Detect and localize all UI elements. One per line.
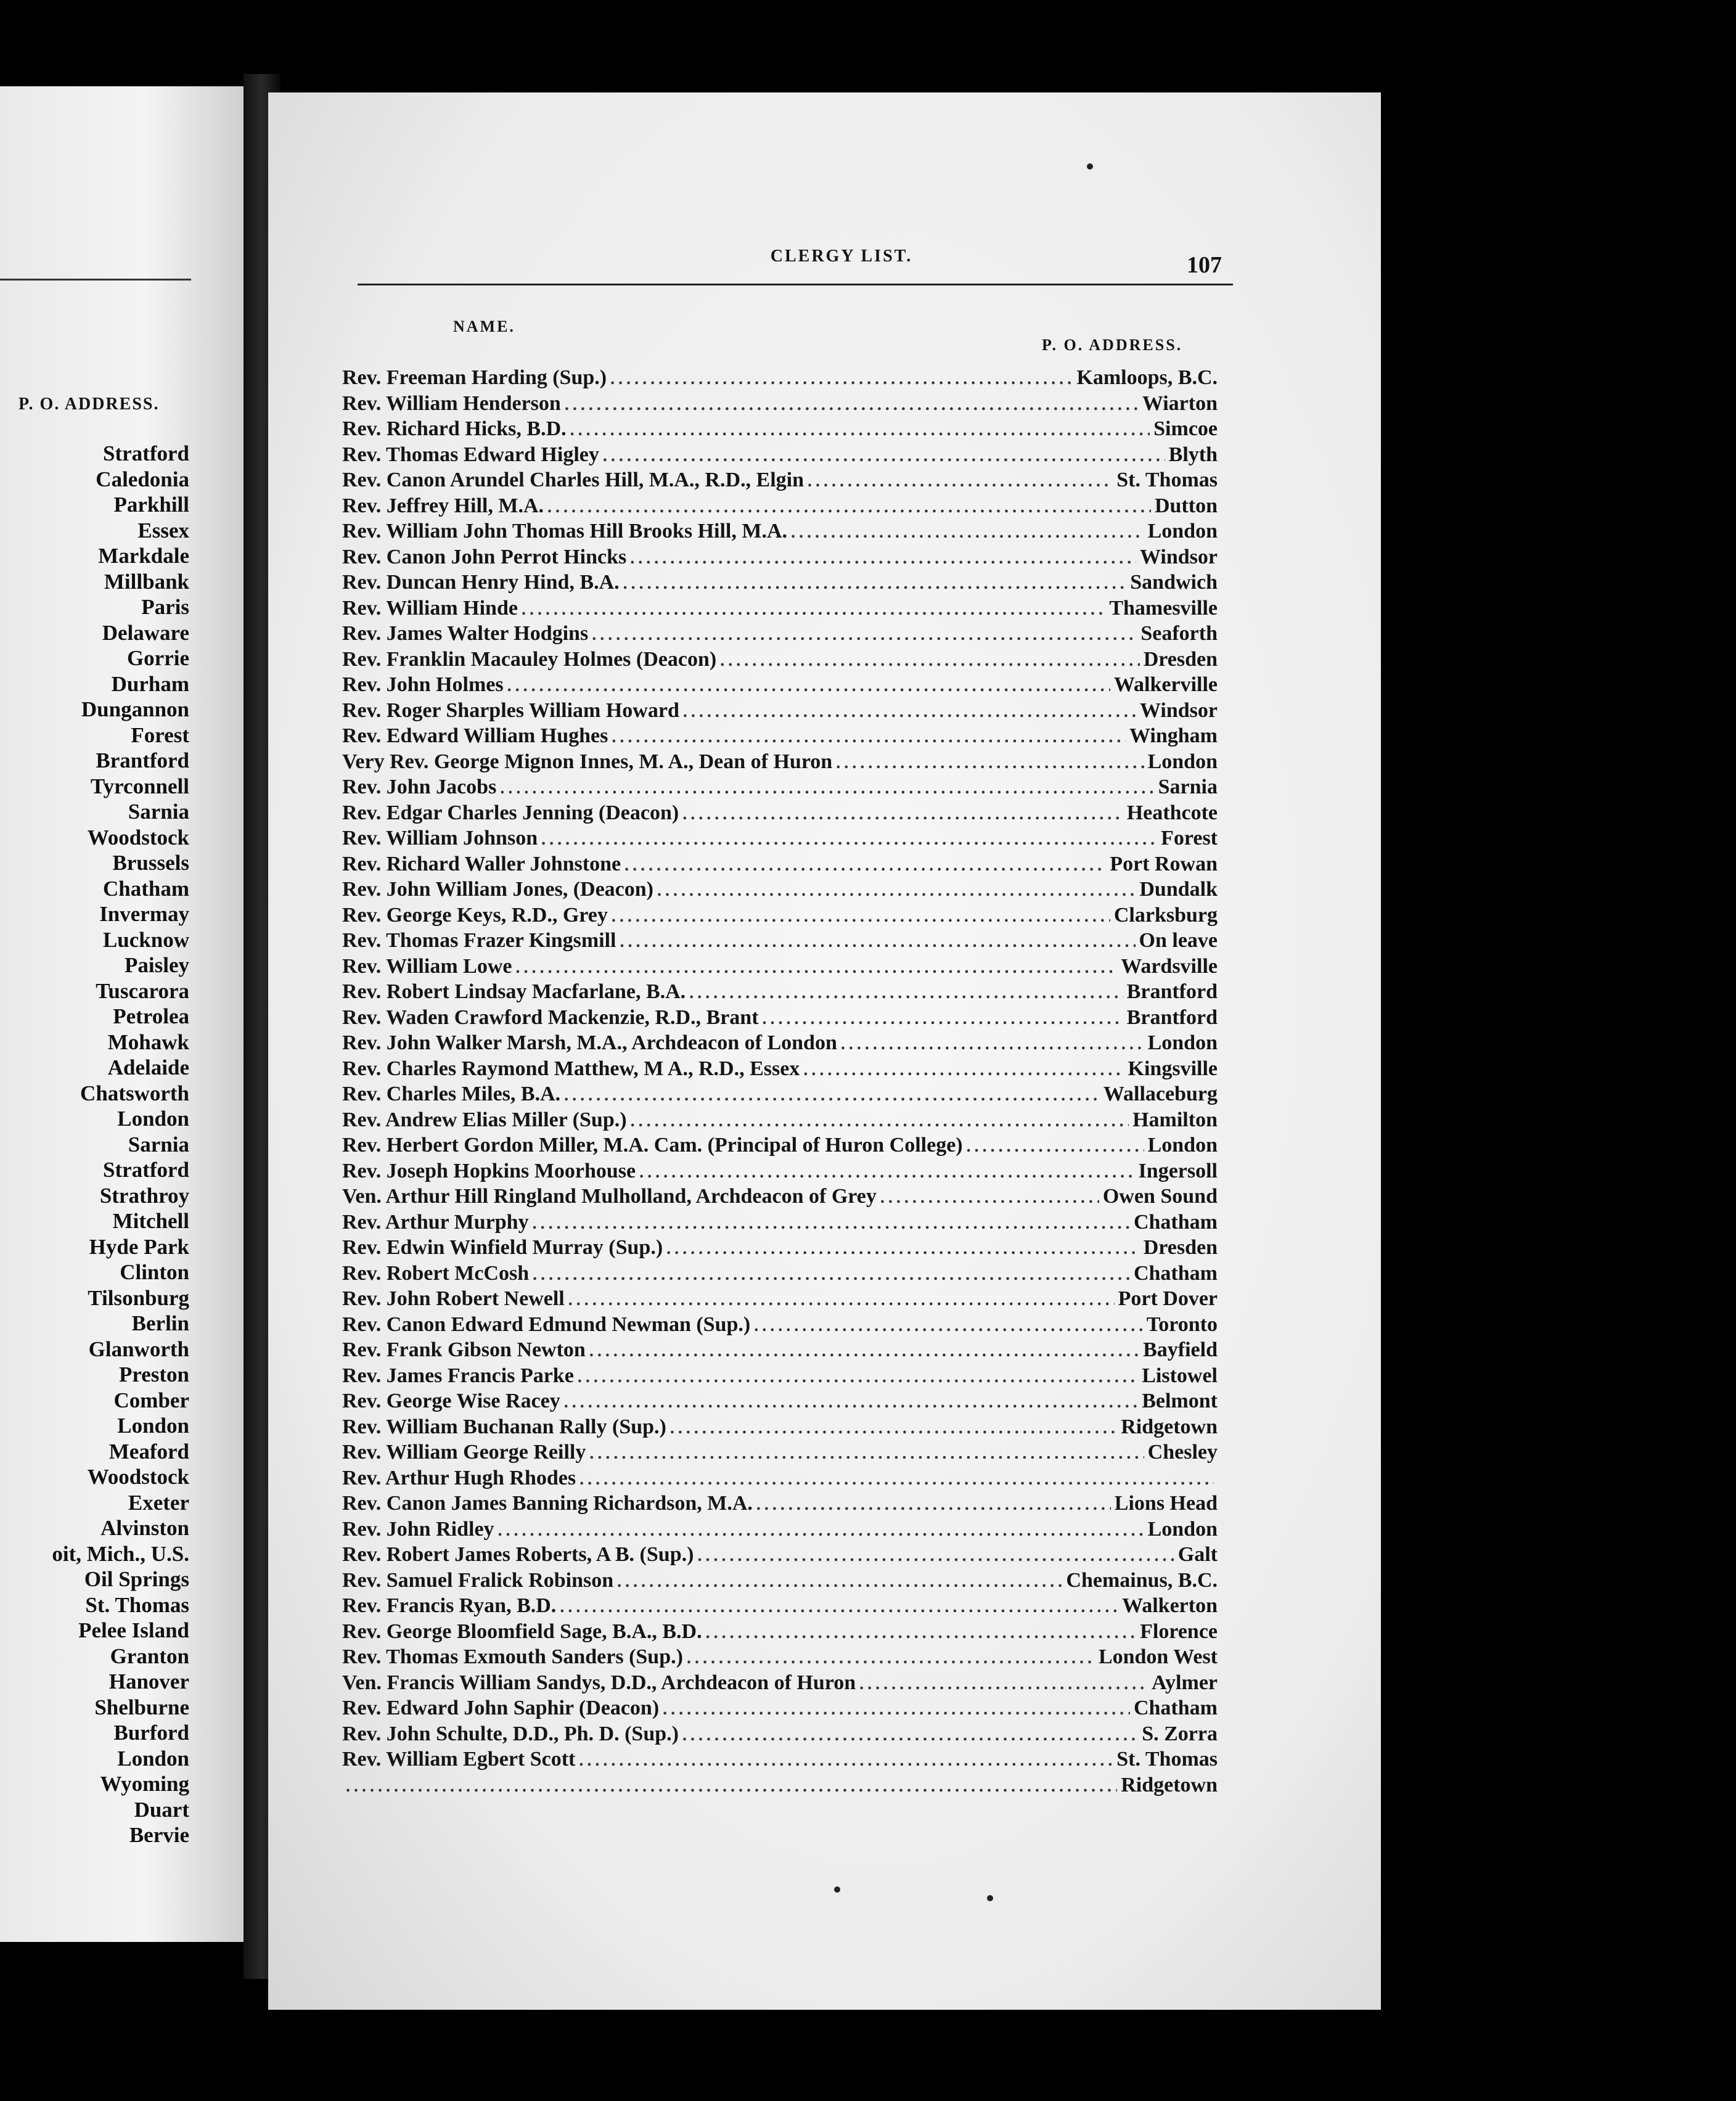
clergy-name: Rev. Duncan Henry Hind, B.A.	[342, 571, 620, 594]
dot-leader	[623, 574, 1127, 594]
clergy-address: Simcoe	[1153, 417, 1218, 440]
clergy-address: Wardsville	[1121, 954, 1218, 978]
clergy-name: Rev. John Ridley	[342, 1517, 494, 1541]
clergy-entry	[342, 1722, 1218, 1748]
clergy-name: Rev. William Henderson	[342, 391, 561, 415]
clergy-entry	[342, 1262, 1218, 1288]
dot-leader	[808, 472, 1113, 491]
print-speck	[834, 1886, 840, 1893]
left-address-item: Delaware	[102, 620, 189, 645]
clergy-address: Chatham	[1133, 1697, 1218, 1719]
left-address-item: Markdale	[98, 544, 189, 568]
dot-leader	[967, 1137, 1144, 1157]
clergy-entry	[342, 1031, 1218, 1057]
dot-leader	[564, 1393, 1138, 1412]
clergy-entry	[342, 1748, 1218, 1774]
left-address-item: Hyde Park	[89, 1234, 189, 1259]
dot-leader	[657, 881, 1136, 901]
clergy-entry	[342, 1185, 1218, 1211]
left-address-item: Sarnia	[128, 1132, 189, 1157]
left-address-item: Brantford	[96, 748, 189, 772]
left-page	[0, 86, 244, 1942]
clergy-name: Rev. William Egbert Scott	[342, 1748, 576, 1771]
clergy-address: Chatham	[1133, 1210, 1218, 1234]
clergy-address: London	[1147, 1031, 1218, 1054]
clergy-address: Port Dover	[1118, 1287, 1218, 1310]
clergy-address: Sandwich	[1130, 571, 1218, 594]
clergy-entry	[342, 980, 1218, 1006]
dot-leader	[522, 600, 1105, 620]
clergy-address: Galt	[1177, 1543, 1218, 1566]
dot-leader	[612, 727, 1126, 747]
clergy-address: Port Rowan	[1110, 852, 1218, 875]
clergy-name: Rev. Canon John Perrot Hincks	[342, 545, 627, 568]
left-address-item: Mohawk	[107, 1030, 189, 1054]
clergy-name: Rev. Charles Raymond Matthew, M A., R.D., Essex	[342, 1057, 800, 1080]
clergy-address: Blyth	[1168, 443, 1218, 466]
clergy-name: Rev. George Keys, R.D., Grey	[342, 903, 608, 927]
clergy-address: Forest	[1161, 827, 1218, 850]
clergy-name: Rev. Jeffrey Hill, M.A.	[342, 494, 544, 517]
clergy-name: Rev. Edgar Charles Jenning (Deacon)	[342, 801, 679, 824]
dot-leader	[570, 420, 1150, 440]
left-address-list	[0, 441, 189, 1848]
clergy-address: Walkerton	[1122, 1594, 1218, 1617]
left-address-item: Adelaide	[107, 1055, 189, 1079]
clergy-name: Rev. Herbert Gordon Miller, M.A. Cam. (Principal of Huron College)	[342, 1134, 963, 1157]
clergy-entry	[342, 494, 1218, 520]
clergy-address: Windsor	[1140, 545, 1218, 568]
clergy-address: London	[1147, 750, 1218, 773]
clergy-entry	[342, 1697, 1218, 1722]
clergy-entry	[342, 776, 1218, 801]
dot-leader	[603, 446, 1165, 466]
clergy-entry	[342, 1160, 1218, 1186]
clergy-name: Rev. Arthur Murphy	[342, 1210, 529, 1234]
clergy-entry	[342, 801, 1218, 827]
left-address-item: Tyrconnell	[90, 774, 189, 798]
clergy-list	[342, 366, 1218, 1799]
clergy-name: Rev. John William Jones, (Deacon)	[342, 878, 653, 901]
dot-leader	[578, 1367, 1138, 1387]
clergy-entry	[342, 1211, 1218, 1237]
clergy-entry	[342, 929, 1218, 955]
dot-leader	[533, 1265, 1130, 1285]
left-header-rule	[0, 279, 191, 281]
clergy-entry	[342, 469, 1218, 494]
clergy-address: London	[1147, 1134, 1218, 1157]
clergy-entry	[342, 1236, 1218, 1262]
clergy-name: Rev. Canon Arundel Charles Hill, M.A., R.D., Elgin	[342, 469, 805, 491]
left-address-item: Wyoming	[100, 1772, 189, 1796]
print-speck	[987, 1895, 993, 1901]
clergy-entry	[342, 853, 1218, 878]
left-address-item: Millbank	[104, 569, 189, 594]
dot-leader	[720, 651, 1140, 671]
left-address-item: Sarnia	[128, 800, 189, 824]
clergy-entry	[342, 597, 1218, 623]
clergy-entry	[342, 1645, 1218, 1671]
left-address-item: Stratford	[103, 441, 189, 465]
left-address-item: Burford	[113, 1721, 189, 1745]
dot-leader	[689, 983, 1123, 1003]
left-address-item: Bervie	[129, 1823, 189, 1847]
left-address-item: Meaford	[108, 1439, 189, 1464]
clergy-address: Ingersoll	[1138, 1159, 1218, 1182]
left-address-item: Glanworth	[88, 1337, 189, 1361]
column-header-address: P. O. ADDRESS.	[1042, 336, 1183, 354]
clergy-address: Sarnia	[1158, 776, 1218, 798]
dot-leader	[880, 1188, 1099, 1208]
clergy-address: Wingham	[1129, 724, 1218, 747]
clergy-address: Kingsville	[1128, 1057, 1218, 1080]
left-address-item: Dungannon	[81, 697, 189, 721]
clergy-name: Rev. Robert James Roberts, A B. (Sup.)	[342, 1543, 694, 1566]
dot-leader	[670, 1419, 1117, 1438]
clergy-address: Ridgetown	[1121, 1415, 1218, 1438]
dot-leader	[533, 1214, 1130, 1234]
clergy-entry	[342, 571, 1218, 597]
clergy-entry	[342, 1083, 1218, 1108]
left-address-item: Invermay	[99, 902, 189, 926]
dot-leader	[841, 1034, 1144, 1054]
clergy-name: Rev. Arthur Hugh Rhodes	[342, 1466, 576, 1489]
page-title: CLERGY LIST.	[770, 247, 913, 266]
dot-leader	[697, 1546, 1174, 1566]
clergy-address: Clarksburg	[1113, 903, 1218, 927]
dot-leader	[666, 1239, 1140, 1259]
clergy-name: Rev. William George Reilly	[342, 1441, 586, 1464]
clergy-address: Dresden	[1143, 1236, 1218, 1259]
clergy-address: Chemainus, B.C.	[1066, 1568, 1218, 1592]
dot-leader	[631, 1112, 1129, 1131]
clergy-address: London West	[1098, 1645, 1218, 1668]
clergy-entry	[342, 1518, 1218, 1544]
left-address-item: Durham	[111, 671, 189, 696]
left-address-item: Petrolea	[113, 1004, 189, 1028]
dot-leader	[565, 395, 1139, 415]
dot-leader	[579, 1470, 1214, 1489]
clergy-address: Lions Head	[1114, 1492, 1218, 1515]
clergy-address: Dresden	[1143, 647, 1218, 671]
left-address-item: Comber	[113, 1388, 189, 1412]
clergy-address: Aylmer	[1152, 1671, 1218, 1694]
left-address-item: Essex	[137, 518, 189, 543]
dot-leader	[610, 369, 1073, 389]
clergy-name: Rev. Charles Miles, B.A.	[342, 1083, 561, 1105]
clergy-address: Dundalk	[1139, 878, 1218, 901]
dot-leader	[541, 830, 1157, 850]
left-address-item: Gorrie	[126, 646, 189, 670]
clergy-address: St. Thomas	[1116, 469, 1218, 491]
dot-leader	[682, 1726, 1138, 1745]
left-address-item: Tilsonburg	[88, 1285, 189, 1310]
clergy-name: Rev. Edwin Winfield Murray (Sup.)	[342, 1236, 663, 1259]
clergy-address: Hamilton	[1132, 1108, 1218, 1131]
left-address-item: Paris	[141, 595, 189, 619]
left-address-item: Berlin	[131, 1311, 189, 1335]
page-number: 107	[1187, 252, 1222, 278]
clergy-address: Wallaceburg	[1103, 1083, 1218, 1105]
clergy-name: Rev. Thomas Edward Higley	[342, 443, 599, 466]
left-address-item: Strathroy	[99, 1183, 189, 1208]
dot-leader	[706, 1623, 1137, 1643]
clergy-entry	[342, 648, 1218, 674]
clergy-entry	[342, 1057, 1218, 1083]
clergy-entry	[342, 366, 1218, 392]
clergy-name: Rev. Thomas Frazer Kingsmill	[342, 929, 616, 952]
clergy-entry	[342, 1364, 1218, 1390]
dot-leader	[346, 1777, 1117, 1796]
clergy-address: S. Zorra	[1142, 1722, 1218, 1745]
clergy-name: Rev. Francis Ryan, B.D.	[342, 1594, 557, 1617]
clergy-name: Rev. George Bloomfield Sage, B.A., B.D.	[342, 1620, 702, 1643]
dot-leader	[803, 1060, 1124, 1080]
dot-leader	[624, 856, 1106, 875]
clergy-address: London	[1147, 1517, 1218, 1541]
dot-leader	[754, 1316, 1143, 1336]
clergy-address: St. Thomas	[1116, 1748, 1218, 1771]
clergy-entry	[342, 827, 1218, 853]
left-address-item: Mitchell	[112, 1209, 189, 1233]
clergy-address: Brantford	[1126, 980, 1218, 1003]
left-address-item: Brussels	[112, 851, 189, 875]
left-address-item: London	[117, 1107, 189, 1131]
dot-leader	[683, 702, 1136, 722]
dot-leader	[500, 779, 1154, 798]
clergy-entry	[342, 1006, 1218, 1032]
left-address-item: Oil Springs	[84, 1567, 189, 1591]
dot-leader	[498, 1521, 1144, 1541]
left-address-item: Woodstock	[87, 825, 189, 850]
dot-leader	[630, 549, 1136, 568]
left-address-item: Parkhill	[113, 493, 189, 517]
left-address-item: London	[117, 1746, 189, 1771]
dot-leader	[507, 676, 1110, 696]
clergy-address: Listowel	[1142, 1364, 1218, 1387]
dot-leader	[859, 1674, 1148, 1694]
clergy-name: Rev. William Lowe	[342, 954, 512, 978]
clergy-entry	[342, 699, 1218, 725]
left-address-item: Stratford	[103, 1158, 189, 1182]
clergy-address: Thamesville	[1109, 596, 1218, 620]
left-address-item: Exeter	[128, 1490, 189, 1515]
left-address-header: P. O. ADDRESS.	[18, 395, 160, 414]
clergy-entry	[342, 1134, 1218, 1160]
dot-leader	[568, 1290, 1115, 1310]
left-address-item: Woodstock	[87, 1465, 189, 1489]
clergy-name: Rev. Freeman Harding (Sup.)	[342, 366, 607, 389]
clergy-entry	[342, 1441, 1218, 1467]
dot-leader	[687, 1648, 1095, 1668]
clergy-name: Rev. George Wise Racey	[342, 1390, 560, 1412]
clergy-address: Toronto	[1146, 1313, 1218, 1336]
clergy-entry	[342, 392, 1218, 418]
left-address-item: Granton	[110, 1644, 189, 1668]
clergy-name: Rev. Samuel Fralick Robinson	[342, 1568, 614, 1592]
clergy-address: Seaforth	[1140, 622, 1218, 645]
left-address-item: London	[117, 1414, 189, 1438]
clergy-address: Chesley	[1147, 1441, 1218, 1464]
clergy-address: Chatham	[1133, 1261, 1218, 1285]
left-address-item: Duart	[134, 1797, 189, 1822]
dot-leader	[589, 1444, 1144, 1464]
clergy-entry	[342, 673, 1218, 699]
column-header-name: NAME.	[453, 317, 515, 335]
clergy-address: Ridgetown	[1121, 1773, 1218, 1796]
clergy-address: Owen Sound	[1102, 1185, 1218, 1208]
clergy-entry	[342, 1569, 1218, 1595]
clergy-entry	[342, 1594, 1218, 1620]
clergy-address: Windsor	[1140, 698, 1218, 722]
clergy-name: Rev. John Jacobs	[342, 776, 497, 798]
clergy-entry	[342, 1287, 1218, 1313]
clergy-name: Rev. John Walker Marsh, M.A., Archdeacon of London	[342, 1031, 837, 1054]
clergy-name: Rev. William Hinde	[342, 596, 518, 620]
clergy-entry	[342, 1774, 1218, 1800]
clergy-name: Rev. Roger Sharples William Howard	[342, 698, 679, 722]
clergy-name: Ven. Arthur Hill Ringland Mulholland, Archdeacon of Grey	[342, 1185, 877, 1208]
clergy-name: Rev. William Buchanan Rally (Sup.)	[342, 1415, 666, 1438]
dot-leader	[682, 805, 1123, 824]
clergy-name: Rev. William Johnson	[342, 827, 538, 850]
clergy-name: Rev. Joseph Hopkins Moorhouse	[342, 1159, 636, 1182]
clergy-name: Rev. William John Thomas Hill Brooks Hill, M.A.	[342, 520, 788, 543]
left-address-item: Tuscarora	[96, 978, 189, 1003]
clergy-name: Rev. Richard Hicks, B.D.	[342, 417, 567, 440]
clergy-name: Rev. Robert McCosh	[342, 1261, 530, 1285]
header-rule	[358, 284, 1233, 285]
clergy-entry	[342, 724, 1218, 750]
dot-leader	[592, 625, 1137, 645]
left-address-item: Lucknow	[102, 927, 189, 952]
clergy-entry	[342, 622, 1218, 648]
clergy-entry	[342, 417, 1218, 443]
clergy-name: Rev. John Holmes	[342, 673, 504, 696]
left-address-item: Pelee Island	[78, 1618, 189, 1642]
clergy-name: Rev. John Robert Newell	[342, 1287, 565, 1310]
clergy-name: Rev. Waden Crawford Mackenzie, R.D., Brant	[342, 1005, 759, 1029]
clergy-entry	[342, 1671, 1218, 1697]
clergy-address: Heathcote	[1126, 801, 1218, 824]
dot-leader	[579, 1751, 1113, 1771]
left-address-item: Preston	[118, 1362, 189, 1386]
clergy-entry	[342, 1313, 1218, 1339]
clergy-address: London	[1147, 520, 1218, 543]
clergy-name: Very Rev. George Mignon Innes, M. A., Dean of Huron	[342, 750, 833, 773]
clergy-entry	[342, 1620, 1218, 1646]
clergy-address: Belmont	[1142, 1390, 1218, 1412]
left-address-item: Paisley	[125, 953, 189, 977]
dot-leader	[763, 1009, 1123, 1029]
left-address-item: Forest	[131, 723, 189, 747]
clergy-entry	[342, 750, 1218, 776]
dot-leader	[515, 958, 1117, 978]
clergy-address: Florence	[1140, 1620, 1218, 1643]
left-address-item: Chatham	[102, 876, 189, 901]
dot-leader	[560, 1597, 1118, 1617]
clergy-address: On leave	[1139, 929, 1218, 952]
clergy-entry	[342, 1467, 1218, 1493]
left-address-item: Caledonia	[96, 467, 189, 491]
left-address-item: St. Thomas	[85, 1592, 189, 1617]
dot-leader	[547, 498, 1151, 517]
clergy-entry	[342, 1543, 1218, 1569]
left-address-item: Chatsworth	[80, 1081, 189, 1105]
clergy-name: Ven. Francis William Sandys, D.D., Archdeacon of Huron	[342, 1671, 856, 1694]
dot-leader	[663, 1700, 1130, 1719]
clergy-entry	[342, 1108, 1218, 1134]
clergy-entry	[342, 520, 1218, 546]
dot-leader	[756, 1495, 1111, 1515]
dot-leader	[836, 753, 1144, 773]
dot-leader	[639, 1163, 1134, 1182]
clergy-entry	[342, 1492, 1218, 1518]
dot-leader	[589, 1341, 1139, 1361]
left-address-item: Alvinston	[100, 1516, 189, 1540]
clergy-entry	[342, 878, 1218, 904]
left-address-item: Hanover	[108, 1669, 189, 1693]
clergy-entry	[342, 955, 1218, 981]
clergy-name: Rev. Franklin Macauley Holmes (Deacon)	[342, 647, 717, 671]
dot-leader	[564, 1086, 1100, 1105]
left-address-item: Clinton	[120, 1260, 189, 1284]
clergy-name: Rev. Frank Gibson Newton	[342, 1338, 586, 1361]
dot-leader	[617, 1572, 1062, 1592]
clergy-entry	[342, 1390, 1218, 1415]
dot-leader	[612, 907, 1110, 927]
clergy-address: Kamloops, B.C.	[1076, 366, 1218, 389]
clergy-name: Rev. Robert Lindsay Macfarlane, B.A.	[342, 980, 686, 1003]
clergy-address: Brantford	[1126, 1005, 1218, 1029]
clergy-address: Walkerville	[1113, 673, 1218, 696]
clergy-name: Rev. Thomas Exmouth Sanders (Sup.)	[342, 1645, 683, 1668]
print-speck	[1087, 163, 1093, 170]
clergy-name: Rev. James Walter Hodgins	[342, 622, 589, 645]
right-page	[268, 92, 1381, 2010]
clergy-name: Rev. Richard Waller Johnstone	[342, 852, 621, 875]
dot-leader	[620, 932, 1136, 952]
left-address-item: Shelburne	[94, 1695, 189, 1719]
clergy-name: Rev. John Schulte, D.D., Ph. D. (Sup.)	[342, 1722, 679, 1745]
clergy-name: Rev. Edward John Saphir (Deacon)	[342, 1697, 660, 1719]
clergy-name: Rev. Canon James Banning Richardson, M.A.	[342, 1492, 753, 1515]
dot-leader	[791, 523, 1144, 543]
clergy-entry	[342, 443, 1218, 469]
clergy-address: Wiarton	[1142, 391, 1218, 415]
clergy-entry	[342, 1415, 1218, 1441]
clergy-name: Rev. Canon Edward Edmund Newman (Sup.)	[342, 1313, 751, 1336]
clergy-address: Bayfield	[1143, 1338, 1218, 1361]
clergy-name: Rev. Andrew Elias Miller (Sup.)	[342, 1108, 627, 1131]
clergy-address: Dutton	[1154, 494, 1218, 517]
left-address-item: oit, Mich., U.S.	[52, 1541, 189, 1566]
clergy-entry	[342, 546, 1218, 571]
clergy-name: Rev. Edward William Hughes	[342, 724, 608, 747]
clergy-entry	[342, 1338, 1218, 1364]
clergy-entry	[342, 904, 1218, 930]
clergy-name: Rev. James Francis Parke	[342, 1364, 574, 1387]
